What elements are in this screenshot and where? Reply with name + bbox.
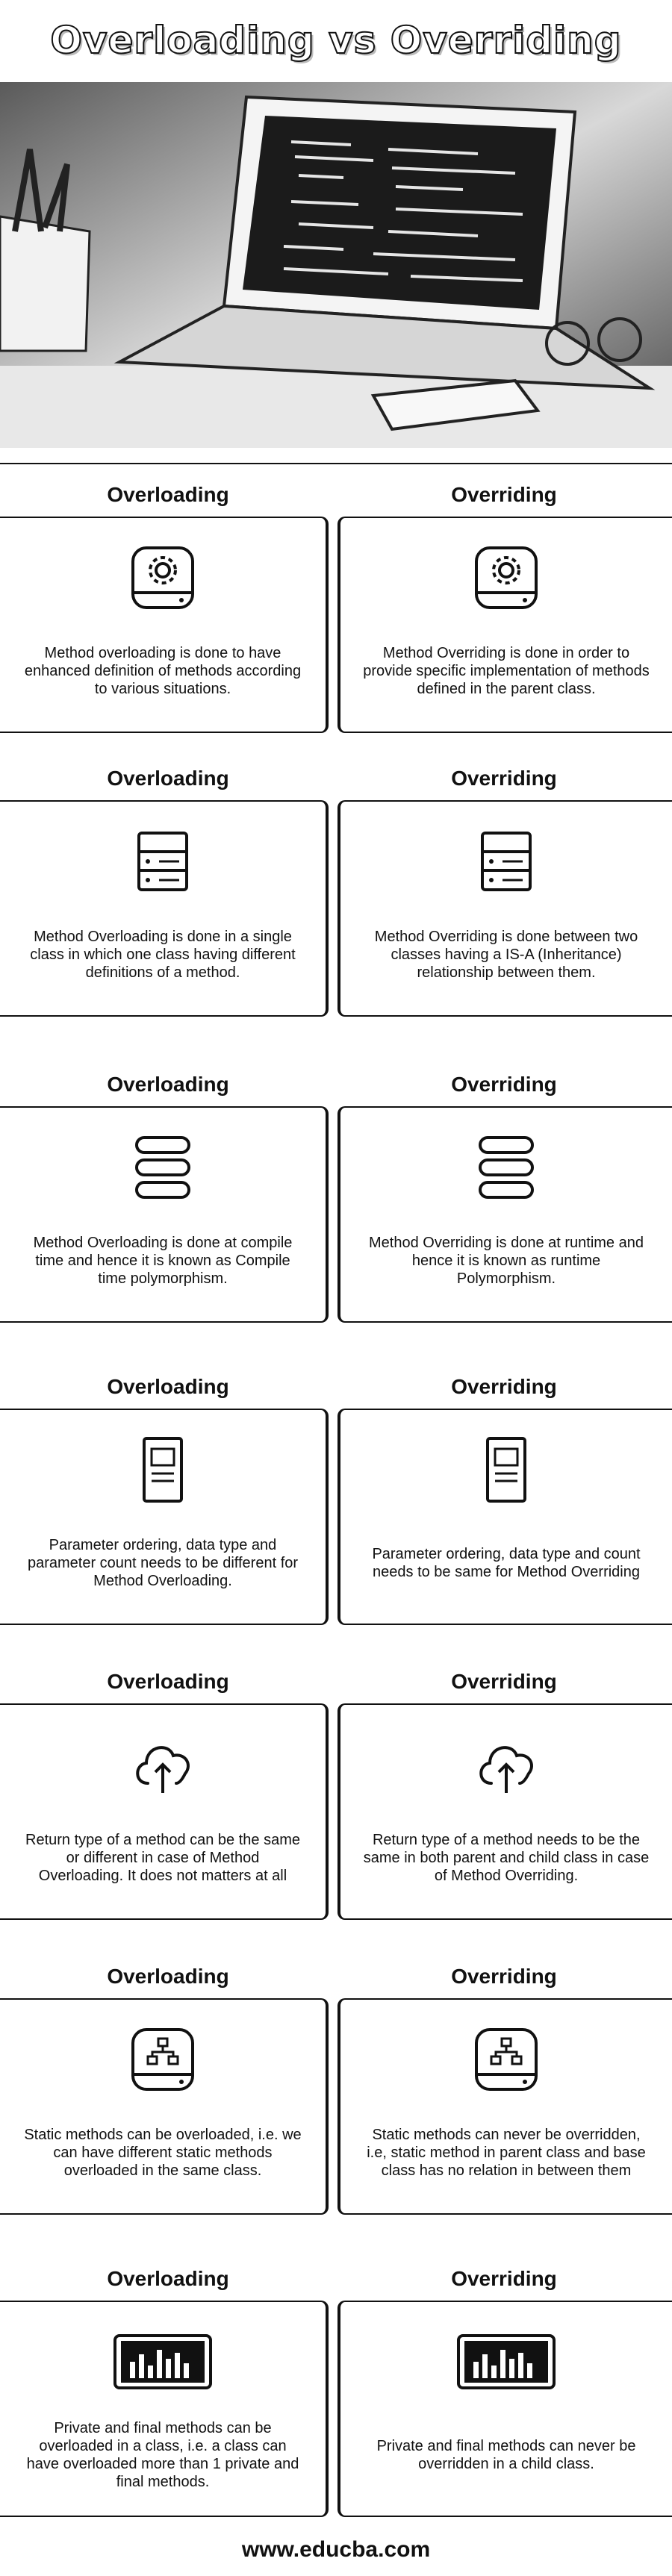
overloading-text: Method Overloading is done in a single class in which one class having different definitions of a method. <box>30 929 296 981</box>
header-overloading: Overloading <box>107 1670 229 1693</box>
cloud-upload-icon <box>469 1727 544 1802</box>
overloading-text: Method Overloading is done at compile time and hence it is known as Compile time polymorphism. <box>33 1235 293 1287</box>
database-icon <box>469 1130 544 1205</box>
overriding-card <box>337 1703 672 1920</box>
header-overriding: Overriding <box>451 767 557 790</box>
bar-chart-icon <box>454 2324 559 2399</box>
overloading-text: Return type of a method can be the same or different in case of Method Overloading. It does not matters at all <box>25 1832 300 1884</box>
header-overriding: Overriding <box>451 1073 557 1096</box>
hero-image <box>0 82 672 448</box>
header-overriding: Overriding <box>451 1375 557 1398</box>
overriding-text: Static methods can never be overridden, i.e, static method in parent class and base class has no relation in between them <box>367 2127 646 2179</box>
header-overloading: Overloading <box>107 483 229 506</box>
database-icon <box>125 1130 200 1205</box>
overriding-text: Method Overriding is done between two classes having a IS-A (Inheritance) relationship between them. <box>374 929 638 981</box>
header-overloading: Overloading <box>107 1073 229 1096</box>
page-title: Overloading vs Overriding <box>50 19 622 62</box>
overriding-card <box>337 1409 672 1625</box>
overloading-card <box>0 2301 329 2517</box>
overloading-text: Private and final methods can be overloaded in a class, i.e. a class can have overloaded more than 1 private and final methods. <box>26 2420 299 2490</box>
overriding-text: Return type of a method needs to be the same in both parent and child class in case of Method Overriding. <box>363 1832 650 1884</box>
header-overloading: Overloading <box>107 2267 229 2290</box>
overriding-card <box>337 800 672 1017</box>
overloading-card <box>0 1998 329 2215</box>
document-icon <box>469 1432 544 1507</box>
overloading-text: Method overloading is done to have enhanced definition of methods according to various situations. <box>24 645 302 697</box>
overriding-card <box>337 517 672 733</box>
overloading-text: Parameter ordering, data type and parameter count needs to be different for Method Overloading. <box>27 1537 299 1589</box>
cloud-upload-icon <box>125 1727 200 1802</box>
overloading-card <box>0 517 329 733</box>
header-overriding: Overriding <box>451 1965 557 1988</box>
overriding-text: Method Overriding is done in order to provide specific implementation of methods defined in the parent class. <box>363 645 650 697</box>
header-overloading: Overloading <box>107 767 229 790</box>
gear-drive-icon <box>469 540 544 615</box>
overriding-card <box>337 2301 672 2517</box>
overriding-card <box>337 1998 672 2215</box>
overriding-card <box>337 1106 672 1323</box>
footer-url[interactable]: www.educba.com <box>241 2536 431 2562</box>
header-overloading: Overloading <box>107 1375 229 1398</box>
header-overriding: Overriding <box>451 1670 557 1693</box>
overloading-card <box>0 1106 329 1323</box>
overriding-text: Method Overriding is done at runtime and hence it is known as runtime Polymorphism. <box>369 1235 644 1287</box>
overloading-card <box>0 1409 329 1625</box>
network-drive-icon <box>469 2022 544 2097</box>
document-icon <box>125 1432 200 1507</box>
header-overriding: Overriding <box>451 483 557 506</box>
network-drive-icon <box>125 2022 200 2097</box>
overloading-card <box>0 800 329 1017</box>
overriding-text: Private and final methods can never be overridden in a child class. <box>376 2438 636 2472</box>
gear-drive-icon <box>125 540 200 615</box>
header-overloading: Overloading <box>107 1965 229 1988</box>
bar-chart-icon <box>111 2324 215 2399</box>
overloading-card <box>0 1703 329 1920</box>
overriding-text: Parameter ordering, data type and count needs to be same for Method Overriding <box>372 1546 641 1580</box>
server-icon <box>469 824 544 899</box>
overloading-text: Static methods can be overloaded, i.e. we can have different static methods overloaded in the same class. <box>24 2127 302 2179</box>
server-icon <box>125 824 200 899</box>
header-overriding: Overriding <box>451 2267 557 2290</box>
